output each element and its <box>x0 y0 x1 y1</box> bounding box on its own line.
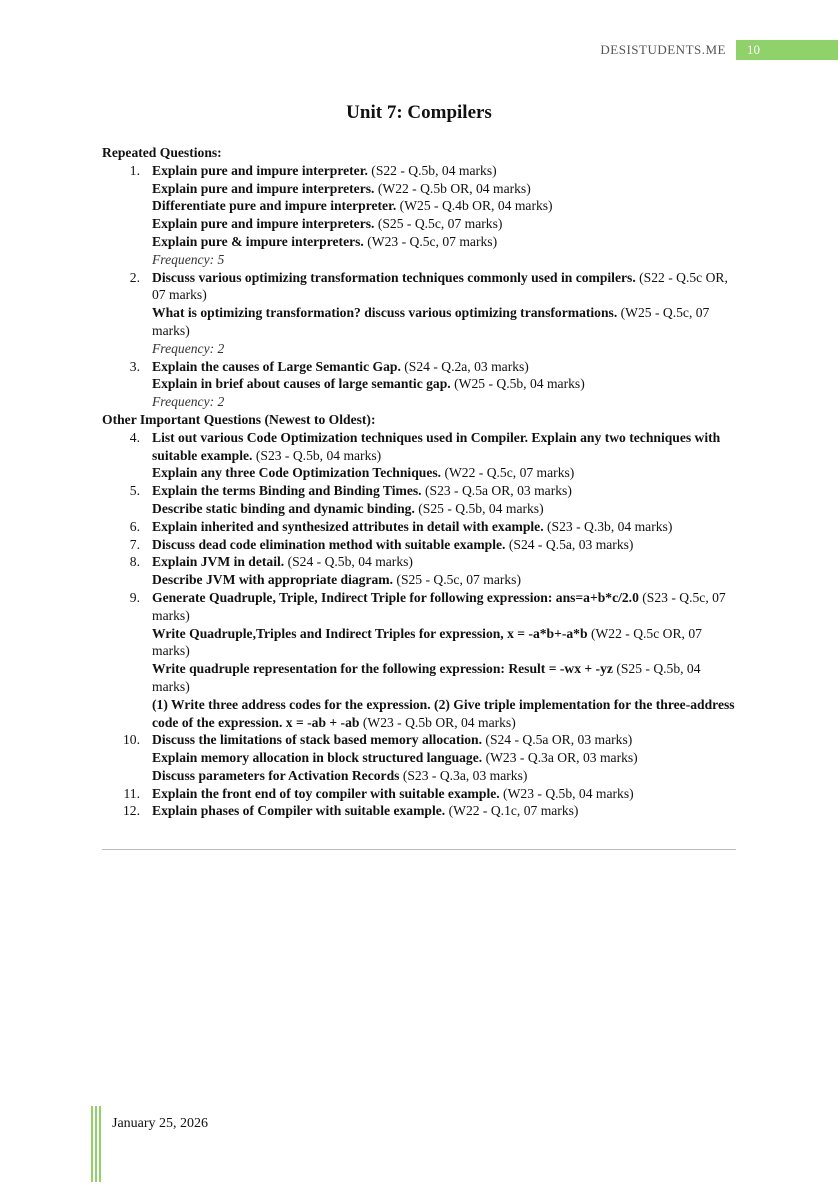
question <box>152 233 738 251</box>
frequency: Frequency: 2 <box>152 340 225 356</box>
question-reference: (S22 - Q.5c OR, 07 marks) <box>152 269 728 303</box>
question-reference: (S23 - Q.3a, 03 marks) <box>399 767 528 783</box>
question-reference: (W22 - Q.1c, 07 marks) <box>445 803 579 819</box>
item-number: 12. <box>123 803 140 819</box>
question <box>152 749 738 767</box>
list-item <box>102 269 738 358</box>
question <box>152 625 738 661</box>
page-number: 10 <box>747 42 760 57</box>
question-text: Discuss the limitations of stack based memory allocation. <box>152 732 483 748</box>
question <box>152 767 738 785</box>
question <box>152 589 738 625</box>
question <box>152 802 738 820</box>
question-reference: (S25 - Q.5b, 04 marks) <box>414 500 544 516</box>
question-list <box>102 144 738 820</box>
section-heading: Repeated Questions: <box>102 145 222 160</box>
question-reference: (W23 - Q.5b OR, 04 marks) <box>359 714 516 730</box>
frequency: Frequency: 2 <box>152 394 225 410</box>
question-text: Describe JVM with appropriate diagram. <box>152 572 394 588</box>
list-item <box>102 162 738 269</box>
question-reference: (W23 - Q.3a OR, 03 marks) <box>482 750 638 766</box>
question <box>152 571 738 589</box>
question-text: Differentiate pure and impure interpreter. <box>152 198 397 214</box>
question <box>152 269 738 305</box>
question-text: Explain in brief about causes of large semantic gap. <box>152 376 451 392</box>
question-text: Explain the terms Binding and Binding Times. <box>152 483 422 499</box>
item-number: 4. <box>129 429 140 445</box>
question <box>152 162 738 180</box>
question-text: Describe static binding and dynamic binding. <box>152 500 415 516</box>
question-text: Generate Quadruple, Triple, Indirect Triple for following expression: ans=a+b*c/2.0 <box>152 589 639 605</box>
item-number: 8. <box>129 554 140 570</box>
item-number: 2. <box>129 269 140 285</box>
question <box>152 375 738 393</box>
question <box>152 518 738 536</box>
question-reference: (S25 - Q.5c, 07 marks) <box>393 572 522 588</box>
question <box>152 500 738 518</box>
question <box>152 660 738 696</box>
list-item <box>102 802 738 820</box>
question-reference: (W23 - Q.5b, 04 marks) <box>499 785 634 801</box>
question-text: Discuss various optimizing transformation techniques commonly used in compilers. <box>152 269 636 285</box>
page-number-badge <box>736 40 838 60</box>
site-name: DESISTUDENTS.ME <box>600 42 726 57</box>
question-reference: (S23 - Q.3b, 04 marks) <box>543 518 673 534</box>
question-text: Discuss parameters for Activation Records <box>152 767 400 783</box>
question-text: What is optimizing transformation? discuss various optimizing transformations. <box>152 305 618 321</box>
list-item <box>102 429 738 482</box>
footer-date: January 25, 2026 <box>112 1116 209 1131</box>
question-text: Explain phases of Compiler with suitable example. <box>152 803 446 819</box>
question-text: Explain inherited and synthesized attributes in detail with example. <box>152 518 544 534</box>
question-reference: (S23 - Q.5a OR, 03 marks) <box>421 483 572 499</box>
item-number: 7. <box>129 536 140 552</box>
question-reference: (W22 - Q.5c OR, 07 marks) <box>152 625 702 659</box>
question-reference: (W23 - Q.5c, 07 marks) <box>363 233 498 249</box>
list-item <box>102 518 738 536</box>
question-reference: (S25 - Q.5b, 04 marks) <box>152 661 701 694</box>
question-reference: (S23 - Q.5b, 04 marks) <box>252 447 382 463</box>
question-text: Explain pure and impure interpreters. <box>152 216 375 232</box>
question-text: Explain the causes of Large Semantic Gap. <box>152 358 401 374</box>
divider <box>102 849 736 850</box>
question-reference: (S25 - Q.5c, 07 marks) <box>374 216 503 232</box>
question-text: List out various Code Optimization techniques used in Compiler. Explain any two techniques with suitable example. <box>152 429 721 463</box>
section-heading: Other Important Questions (Newest to Oldest): <box>102 411 376 427</box>
question <box>152 553 738 571</box>
question <box>152 180 738 198</box>
question-reference: (S24 - Q.2a, 03 marks) <box>400 358 529 374</box>
item-number: 1. <box>129 162 140 178</box>
question-text: Write quadruple representation for the following expression: Result = -wx + -yz <box>152 661 613 677</box>
question <box>152 464 738 482</box>
question-reference: (W25 - Q.4b OR, 04 marks) <box>396 198 553 214</box>
question-reference: (S24 - Q.5a, 03 marks) <box>505 536 634 552</box>
question <box>152 215 738 233</box>
question-text: Explain JVM in detail. <box>152 554 285 570</box>
question <box>152 536 738 554</box>
question-reference: (S24 - Q.5a OR, 03 marks) <box>482 732 633 748</box>
question-text: Discuss dead code elimination method with suitable example. <box>152 536 506 552</box>
list-item <box>102 785 738 803</box>
item-number: 3. <box>129 358 140 374</box>
question <box>152 429 738 465</box>
question <box>152 785 738 803</box>
item-number: 6. <box>129 518 140 534</box>
question <box>152 731 738 749</box>
list-item <box>102 731 738 784</box>
question-reference: (S22 - Q.5b, 04 marks) <box>367 162 497 178</box>
question-text: Explain any three Code Optimization Techniques. <box>152 465 442 481</box>
question <box>152 197 738 215</box>
item-number: 10. <box>123 732 140 748</box>
list-item <box>102 589 738 731</box>
list-item <box>102 553 738 589</box>
question <box>152 358 738 376</box>
question-text: Explain memory allocation in block structured language. <box>152 750 483 766</box>
question <box>152 696 738 732</box>
question-text: Explain pure and impure interpreter. <box>152 162 368 178</box>
question-reference: (W22 - Q.5b OR, 04 marks) <box>374 180 531 196</box>
question <box>152 304 738 340</box>
question-reference: (W22 - Q.5c, 07 marks) <box>441 465 575 481</box>
question-text: Write Quadruple,Triples and Indirect Triples for expression, x = -a*b+-a*b <box>152 625 588 641</box>
question-text: Explain the front end of toy compiler with suitable example. <box>152 785 500 801</box>
list-item <box>102 358 738 411</box>
page-title: Unit 7: Compilers <box>346 102 492 123</box>
footer-accent-bars <box>91 1106 101 1182</box>
frequency: Frequency: 5 <box>152 251 225 267</box>
question-text: Explain pure and impure interpreters. <box>152 180 375 196</box>
question-text: (1) Write three address codes for the expression. (2) Give triple implementation for the three-address code of the expression. x = -ab + -ab <box>152 696 735 730</box>
list-item <box>102 482 738 518</box>
question-reference: (S24 - Q.5b, 04 marks) <box>284 554 413 570</box>
question <box>152 482 738 500</box>
question-reference: (W25 - Q.5b, 04 marks) <box>450 376 585 392</box>
question-text: Explain pure & impure interpreters. <box>152 233 364 249</box>
question-reference: (S23 - Q.5c, 07 marks) <box>152 589 726 623</box>
item-number: 11. <box>123 785 140 801</box>
list-item <box>102 536 738 554</box>
question-reference: (W25 - Q.5c, 07 marks) <box>152 305 710 338</box>
item-number: 9. <box>129 589 140 605</box>
item-number: 5. <box>129 483 140 499</box>
